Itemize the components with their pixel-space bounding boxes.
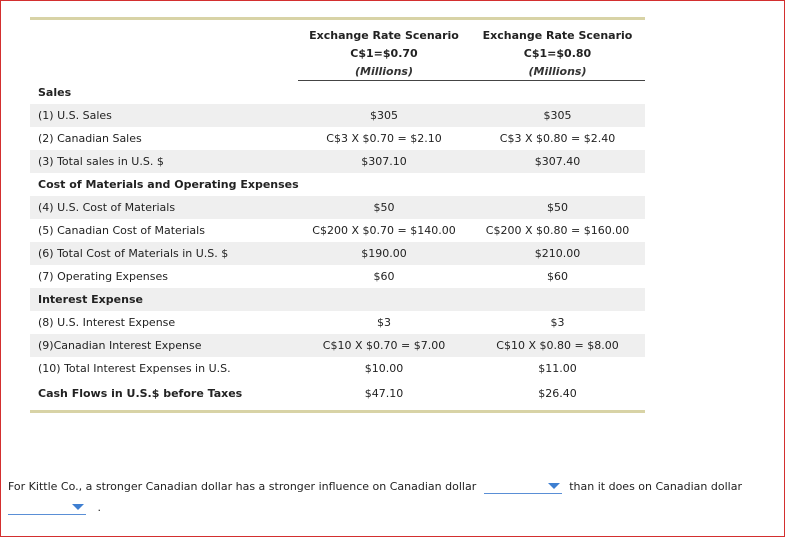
row-label: Cost of Materials and Operating Expenses (38, 178, 299, 191)
table-row-cash-flows (30, 380, 645, 406)
row-label: (4) U.S. Cost of Materials (30, 196, 298, 219)
table-row (30, 104, 645, 127)
question-end-period: . (97, 501, 101, 514)
row-label: (10) Total Interest Expenses in U.S. (38, 362, 231, 375)
row-label: (3) Total sales in U.S. $ (30, 150, 298, 173)
scenario-b-value: C$3 X $0.80 = $2.40 (499, 132, 616, 145)
question-text (8, 480, 778, 515)
scenario-b-title: Exchange Rate Scenario (482, 29, 633, 42)
scenario-a-value: C$10 X $0.70 = $7.00 (298, 334, 470, 357)
scenario-a-value: C$3 X $0.70 = $2.10 (326, 132, 442, 145)
table-row (30, 311, 645, 334)
scenario-a-value: $190.00 (298, 242, 470, 265)
table-row (30, 334, 645, 357)
row-label: (7) Operating Expenses (38, 270, 168, 283)
scenario-b-unit: (Millions) (470, 62, 645, 81)
answer-dropdown-2[interactable] (8, 501, 86, 515)
scenario-b-value: $26.40 (538, 386, 577, 400)
scenario-b-value: $50 (470, 196, 645, 219)
scenario-b-value: $3 (550, 316, 565, 329)
scenario-b-value: $60 (547, 270, 568, 283)
table-row (30, 219, 645, 242)
row-label: (5) Canadian Cost of Materials (38, 224, 205, 237)
scenario-a-unit: (Millions) (298, 62, 470, 81)
scenario-b-value: $307.40 (470, 150, 645, 173)
scenario-b-rate: C$1=$0.80 (523, 46, 592, 60)
chevron-down-icon (72, 504, 84, 510)
row-label: (6) Total Cost of Materials in U.S. $ (30, 242, 298, 265)
table-row (30, 127, 645, 150)
table-row (30, 196, 645, 219)
scenario-b-value: C$200 X $0.80 = $160.00 (485, 224, 630, 237)
scenario-a-value: $60 (373, 270, 395, 283)
row-label: (1) U.S. Sales (30, 104, 298, 127)
row-label: (8) U.S. Interest Expense (38, 316, 176, 329)
row-label: (2) Canadian Sales (38, 132, 142, 145)
scenario-a-value: $307.10 (298, 150, 470, 173)
scenario-a-value: $47.10 (364, 386, 404, 400)
table-row (30, 357, 645, 380)
question-part2: than it does on Canadian dollar (569, 480, 742, 493)
table-row (30, 242, 645, 265)
scenario-b-value: $11.00 (538, 362, 577, 375)
scenario-a-rate: C$1=$0.70 (350, 46, 418, 60)
scenario-b-value: C$10 X $0.80 = $8.00 (470, 334, 645, 357)
scenario-a-value: $10.00 (364, 362, 404, 375)
scenario-a-value: $305 (298, 104, 470, 127)
row-label: (9)Canadian Interest Expense (30, 334, 298, 357)
scenario-b-value: $210.00 (470, 242, 645, 265)
scenario-a-value: $50 (298, 196, 470, 219)
row-label: Cash Flows in U.S.$ before Taxes (38, 386, 243, 400)
row-label: Sales (38, 85, 72, 99)
row-label: Interest Expense (30, 288, 298, 311)
table-row-section-interest (30, 288, 645, 311)
table-bottom-rule (30, 410, 645, 413)
exchange-rate-table-container (30, 17, 645, 413)
table-row-section-costs (30, 173, 645, 196)
scenario-a-value: $3 (377, 316, 391, 329)
table-row-section-sales (30, 81, 645, 105)
scenario-a-title: Exchange Rate Scenario (309, 29, 459, 42)
chevron-down-icon (548, 483, 560, 489)
answer-dropdown-1[interactable] (484, 480, 562, 494)
scenario-b-value: $305 (470, 104, 645, 127)
scenario-a-value: C$200 X $0.70 = $140.00 (312, 224, 456, 237)
table-row (30, 265, 645, 288)
header-blank (30, 20, 298, 44)
exchange-rate-table (30, 20, 645, 406)
question-part1: For Kittle Co., a stronger Canadian dollar has a stronger influence on Canadian dollar (8, 480, 477, 493)
table-row (30, 150, 645, 173)
